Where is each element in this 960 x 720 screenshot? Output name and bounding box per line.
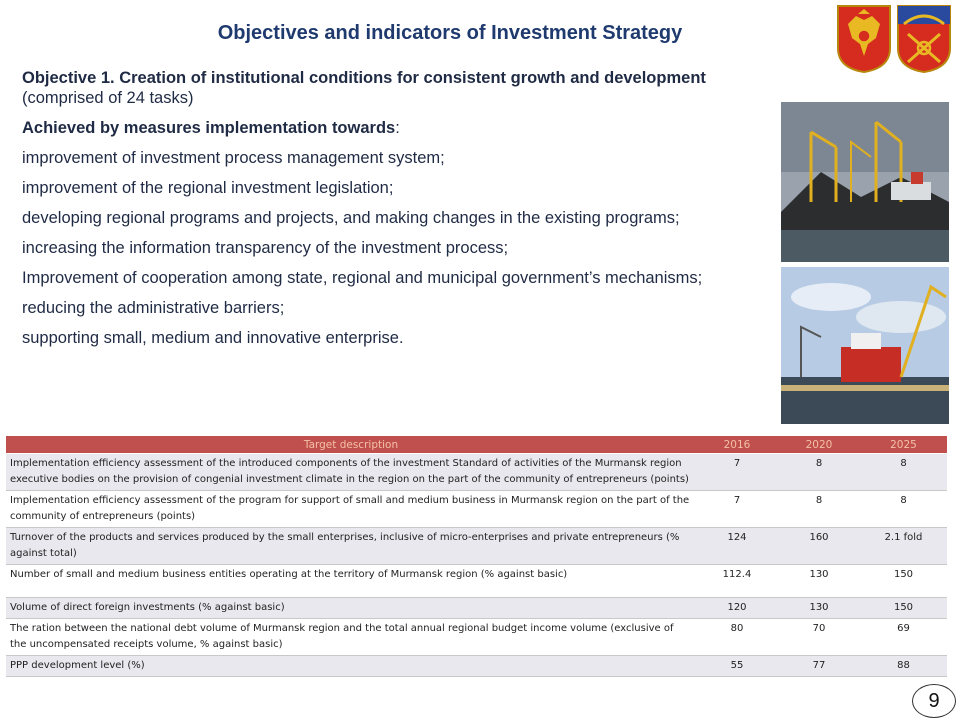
table-row (6, 528, 947, 565)
row-2020: 8 (778, 454, 860, 491)
table-row (6, 565, 947, 598)
objective-section (22, 68, 774, 358)
row-description: PPP development level (%) (6, 656, 696, 677)
row-2020: 130 (778, 598, 860, 619)
page-title: Objectives and indicators of Investment Strategy (217, 22, 683, 44)
port-ship-photo (781, 267, 949, 424)
row-2016: 120 (696, 598, 778, 619)
row-2025: 150 (860, 565, 947, 598)
row-2025: 8 (860, 454, 947, 491)
murmansk-region-coat-of-arms-icon (896, 4, 952, 74)
measures-colon: : (395, 119, 400, 137)
header-target-description: Target description (6, 436, 696, 454)
row-2016: 55 (696, 656, 778, 677)
row-description: Implementation efficiency assessment of the introduced components of the investment Standard of activities of the Murmansk region executive bodies on the provision of congenial investment climate in the region on the part of the community of entrepreneurs (points) (6, 454, 696, 491)
table-row (6, 656, 947, 677)
russia-coat-of-arms-icon (836, 4, 892, 74)
row-2016: 7 (696, 454, 778, 491)
measure-item: Improvement of cooperation among state, regional and municipal government’s mechanisms; (22, 269, 703, 287)
objective-heading: Objective 1. Creation of institutional conditions for consistent growth and development (22, 69, 706, 87)
header-2016: 2016 (696, 436, 778, 454)
measure-item: improvement of investment process management system; (22, 149, 445, 167)
table-row (6, 454, 947, 491)
row-2020: 77 (778, 656, 860, 677)
table-row (6, 619, 947, 656)
row-2025: 88 (860, 656, 947, 677)
row-2016: 80 (696, 619, 778, 656)
row-2016: 7 (696, 491, 778, 528)
row-description: Volume of direct foreign investments (% against basic) (6, 598, 696, 619)
indicators-table (6, 436, 947, 677)
row-2020: 130 (778, 565, 860, 598)
page-number: 9 (912, 684, 956, 718)
header-2020: 2020 (778, 436, 860, 454)
row-2025: 150 (860, 598, 947, 619)
table-header-row (6, 436, 947, 454)
measure-item: reducing the administrative barriers; (22, 299, 285, 317)
row-2020: 70 (778, 619, 860, 656)
row-2025: 69 (860, 619, 947, 656)
measure-item: supporting small, medium and innovative enterprise. (22, 329, 404, 347)
port-cranes-photo (781, 102, 949, 262)
row-2016: 124 (696, 528, 778, 565)
table-row (6, 491, 947, 528)
row-description: Implementation efficiency assessment of the program for support of small and medium business in Murmansk region on the part of the community of entrepreneurs (points) (6, 491, 696, 528)
measure-item: increasing the information transparency of the investment process; (22, 239, 509, 257)
row-description: Turnover of the products and services produced by the small enterprises, inclusive of micro-enterprises and private entrepreneurs (% against total) (6, 528, 696, 565)
table-row (6, 598, 947, 619)
row-2020: 160 (778, 528, 860, 565)
objective-note: (comprised of 24 tasks) (22, 89, 194, 107)
measures-heading: Achieved by measures implementation towards (22, 119, 396, 137)
header-2025: 2025 (860, 436, 947, 454)
row-2025: 2.1 fold (860, 528, 947, 565)
measure-item: improvement of the regional investment legislation; (22, 179, 394, 197)
row-2020: 8 (778, 491, 860, 528)
row-2025: 8 (860, 491, 947, 528)
row-description: The ration between the national debt volume of Murmansk region and the total annual regional budget income volume (exclusive of the uncompensated receipts volume, % against basic) (6, 619, 696, 656)
emblems (836, 4, 954, 74)
measure-item: developing regional programs and projects, and making changes in the existing programs; (22, 209, 680, 227)
row-2016: 112.4 (696, 565, 778, 598)
row-description: Number of small and medium business entities operating at the territory of Murmansk region (% against basic) (6, 565, 696, 598)
